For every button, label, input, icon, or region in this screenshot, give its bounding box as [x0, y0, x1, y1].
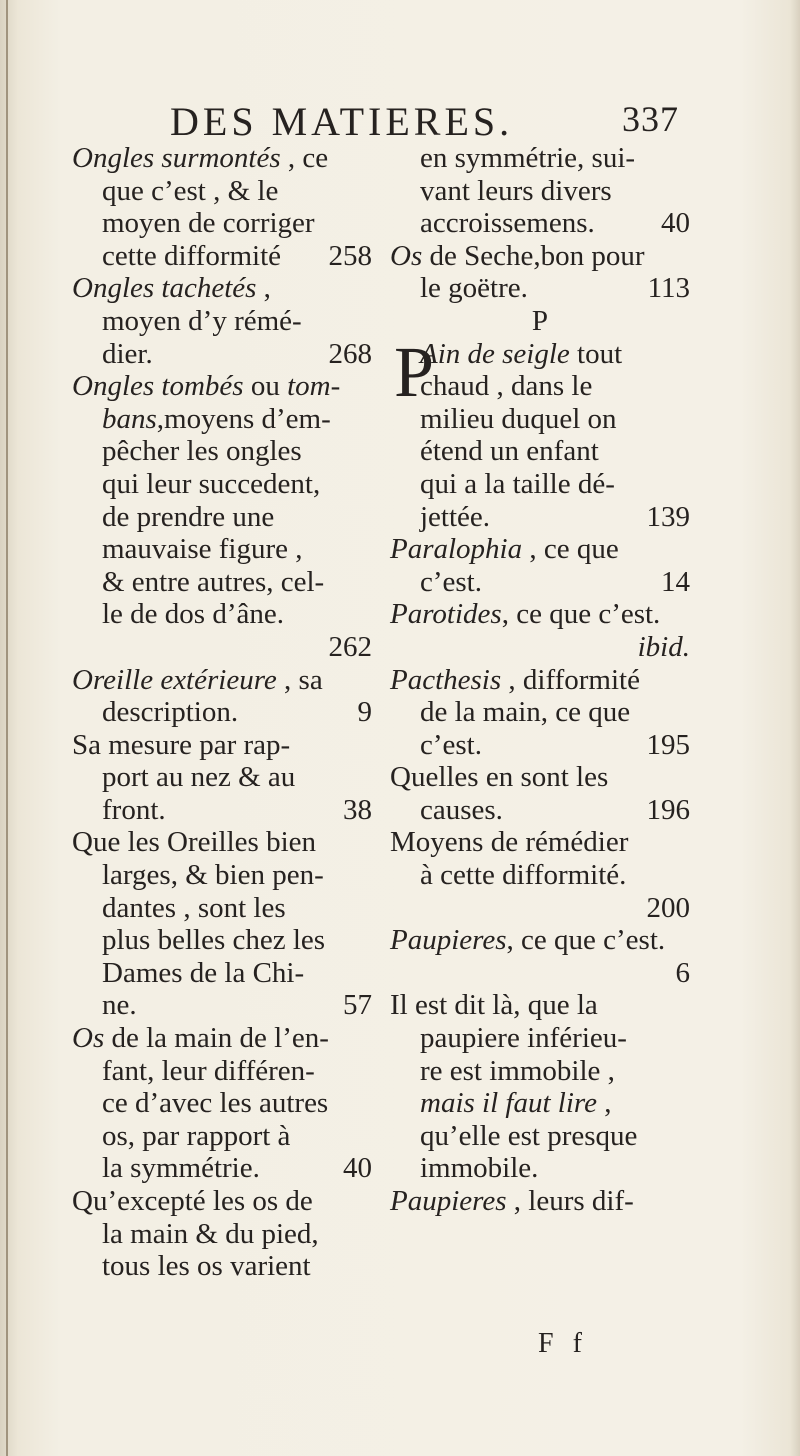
- index-term: bans: [102, 402, 157, 435]
- index-term: Oreille extérieure: [72, 663, 277, 696]
- running-title: DES MATIERES.: [170, 99, 514, 144]
- index-text: front.: [102, 793, 166, 826]
- index-text: P: [531, 304, 549, 337]
- index-text: accroissemens.: [420, 207, 595, 240]
- index-line: [72, 957, 372, 990]
- index-text: & entre autres, cel-: [102, 565, 325, 598]
- index-text: , sa: [276, 663, 323, 696]
- index-text: moyen d’y rémé-: [102, 304, 302, 337]
- index-text: , ce que c’est.: [501, 598, 661, 631]
- index-line: [72, 338, 372, 371]
- index-text: c’est.: [420, 565, 482, 598]
- index-text: de prendre une: [102, 500, 275, 533]
- index-text: ,moyens d’em-: [156, 402, 331, 435]
- index-line: [390, 142, 690, 175]
- index-line: [72, 761, 372, 794]
- page-reference: 57: [343, 989, 372, 1022]
- index-text: larges, & bien pen-: [102, 859, 324, 892]
- index-term: Paralophia: [390, 533, 523, 566]
- index-line: [72, 1152, 372, 1185]
- index-text: , leurs dif-: [506, 1185, 634, 1217]
- index-text: que c’est , & le: [102, 174, 279, 207]
- index-text: le de dos d’âne.: [102, 598, 284, 631]
- index-line: [390, 794, 690, 827]
- index-text: , ce que: [522, 533, 619, 566]
- index-line: [72, 435, 372, 468]
- index-line: [390, 566, 690, 599]
- page-reference: 195: [646, 728, 690, 761]
- index-text: , ce que c’est.: [506, 924, 666, 957]
- index-term: Ongles tombés: [72, 370, 244, 403]
- index-text: causes.: [420, 793, 503, 826]
- page-reference: 38: [343, 793, 372, 826]
- index-term: Ongles tachetés: [72, 272, 257, 305]
- index-line: [390, 272, 690, 305]
- index-line: [390, 1120, 690, 1153]
- index-term: Parotides: [390, 598, 502, 631]
- index-line: [390, 1185, 690, 1218]
- index-line: [72, 598, 372, 631]
- index-line: [72, 240, 372, 273]
- index-line: [390, 1152, 690, 1185]
- index-text: Quelles en sont les: [390, 761, 609, 794]
- page-reference: 196: [646, 793, 690, 826]
- index-line: [390, 501, 690, 534]
- index-line: [390, 207, 690, 240]
- index-text: Sa mesure par rap-: [72, 728, 291, 761]
- page-reference: 139: [646, 500, 690, 533]
- index-text: os, par rapport à: [102, 1119, 291, 1152]
- index-line: [390, 240, 690, 273]
- index-line: [72, 989, 372, 1022]
- index-column-right: [390, 142, 690, 1218]
- index-text: , ce: [280, 142, 329, 174]
- index-line: [390, 989, 690, 1022]
- index-text: Que les Oreilles bien: [72, 826, 317, 859]
- index-line: [390, 729, 690, 762]
- page-reference: 40: [343, 1152, 372, 1185]
- index-text: pêcher les ongles: [102, 435, 302, 468]
- index-text: dantes , sont les: [102, 891, 286, 924]
- index-text: re est immobile ,: [420, 1054, 615, 1087]
- index-text: à cette difformité.: [420, 859, 627, 892]
- index-line: [72, 175, 372, 208]
- index-text: milieu duquel on: [420, 402, 617, 435]
- index-line: [72, 533, 372, 566]
- index-term: Ain de seigle: [420, 337, 570, 370]
- index-text: ou: [243, 370, 288, 403]
- page-reference: 6: [675, 956, 690, 989]
- index-text: la main & du pied,: [102, 1217, 319, 1250]
- index-text: tous les os varient: [102, 1250, 311, 1283]
- index-text: , difformité: [501, 663, 640, 696]
- index-line: [72, 403, 372, 436]
- index-text: port au nez & au: [102, 761, 296, 794]
- index-text: paupiere inférieu-: [420, 1022, 627, 1055]
- index-line: [72, 370, 372, 403]
- page-reference: ibid.: [637, 630, 690, 663]
- index-text: Dames de la Chi-: [102, 956, 305, 989]
- index-line: [390, 1087, 690, 1120]
- index-line: [72, 501, 372, 534]
- index-line: [72, 892, 372, 925]
- index-line: [72, 924, 372, 957]
- page-reference: 258: [328, 239, 372, 272]
- index-line: [390, 403, 690, 436]
- index-line: [72, 1120, 372, 1153]
- index-text: dier.: [102, 337, 153, 370]
- index-line: [72, 1087, 372, 1120]
- index-line: [390, 305, 690, 338]
- index-line: [390, 696, 690, 729]
- index-line: [390, 1022, 690, 1055]
- index-line: [390, 370, 690, 403]
- index-text: Qu’excepté les os de: [72, 1185, 313, 1217]
- index-line: [390, 957, 690, 990]
- index-line: [390, 924, 690, 957]
- page-reference: 262: [328, 630, 372, 663]
- index-line: [72, 207, 372, 240]
- index-line: [72, 272, 372, 305]
- index-text: mauvaise figure ,: [102, 533, 303, 566]
- index-text: ne.: [102, 989, 137, 1022]
- index-line: [390, 533, 690, 566]
- index-text: description.: [102, 696, 239, 729]
- index-line: [390, 1055, 690, 1088]
- index-line: [390, 859, 690, 892]
- index-line: [72, 1022, 372, 1055]
- index-line: [72, 826, 372, 859]
- index-text: vant leurs divers: [420, 174, 612, 207]
- index-term: Pacthesis: [390, 663, 502, 696]
- index-line: [72, 305, 372, 338]
- index-line: [72, 859, 372, 892]
- index-text: de la main de l’en-: [104, 1022, 329, 1055]
- index-line: [72, 468, 372, 501]
- index-term: tom-: [287, 370, 341, 403]
- index-text: ,: [256, 272, 271, 305]
- index-term: Os: [72, 1022, 105, 1055]
- index-line: [72, 1055, 372, 1088]
- index-text: ,: [596, 1087, 612, 1120]
- index-text: chaud , dans le: [420, 370, 593, 403]
- index-term: Paupieres: [390, 1185, 507, 1217]
- signature-mark: F f: [538, 1328, 588, 1359]
- page-reference: 268: [328, 337, 372, 370]
- index-line: [72, 729, 372, 762]
- index-line: [390, 175, 690, 208]
- index-line: [390, 468, 690, 501]
- page-number: 337: [622, 99, 679, 139]
- index-text: cette difformité: [102, 239, 282, 272]
- index-text: étend un enfant: [420, 435, 599, 468]
- index-text: tout: [569, 337, 623, 370]
- page-reference: 40: [661, 207, 690, 240]
- index-term: Ongles surmontés: [72, 142, 281, 174]
- index-text: Il est dit là, que la: [390, 989, 598, 1022]
- index-line: [72, 142, 372, 175]
- index-text: le goëtre.: [420, 272, 528, 305]
- index-term: Os: [390, 239, 423, 272]
- index-text: qui a la taille dé-: [420, 467, 615, 500]
- index-line: [390, 826, 690, 859]
- index-line: [72, 1218, 372, 1251]
- binding-edge: [6, 0, 8, 1456]
- index-line: [72, 696, 372, 729]
- index-line: [72, 631, 372, 664]
- index-line: [390, 435, 690, 468]
- running-header: [170, 98, 690, 145]
- page-reference: 9: [357, 696, 372, 729]
- index-line: [72, 566, 372, 599]
- index-line: [390, 631, 690, 664]
- index-text: jettée.: [420, 500, 491, 533]
- index-text: immobile.: [420, 1152, 539, 1185]
- index-text: la symmétrie.: [102, 1152, 260, 1185]
- index-term: mais il faut lire: [420, 1087, 597, 1120]
- index-line: [390, 761, 690, 794]
- index-text: moyen de corriger: [102, 207, 315, 240]
- index-text: Moyens de rémédier: [390, 826, 629, 859]
- index-line: [72, 1185, 372, 1218]
- index-line: [72, 794, 372, 827]
- index-text: qu’elle est presque: [420, 1119, 638, 1152]
- index-line: [390, 598, 690, 631]
- index-text: c’est.: [420, 728, 482, 761]
- index-line: [390, 664, 690, 697]
- index-column-left: [72, 142, 372, 1283]
- page-reference: 200: [646, 891, 690, 924]
- index-line: [72, 1250, 372, 1283]
- index-text: qui leur succedent,: [102, 467, 321, 500]
- index-text: fant, leur différen-: [102, 1054, 315, 1087]
- index-line: [390, 892, 690, 925]
- index-term: Paupieres: [390, 924, 507, 957]
- drop-cap: P: [394, 331, 435, 412]
- index-text: ce d’avec les autres: [102, 1087, 329, 1120]
- page-reference: 14: [661, 565, 690, 598]
- page-reference: 113: [647, 272, 690, 305]
- index-text: en symmétrie, sui-: [420, 142, 636, 174]
- index-line: [72, 664, 372, 697]
- index-text: de Seche,bon pour: [422, 239, 645, 272]
- index-text: plus belles chez les: [102, 924, 326, 957]
- index-text: de la main, ce que: [420, 696, 631, 729]
